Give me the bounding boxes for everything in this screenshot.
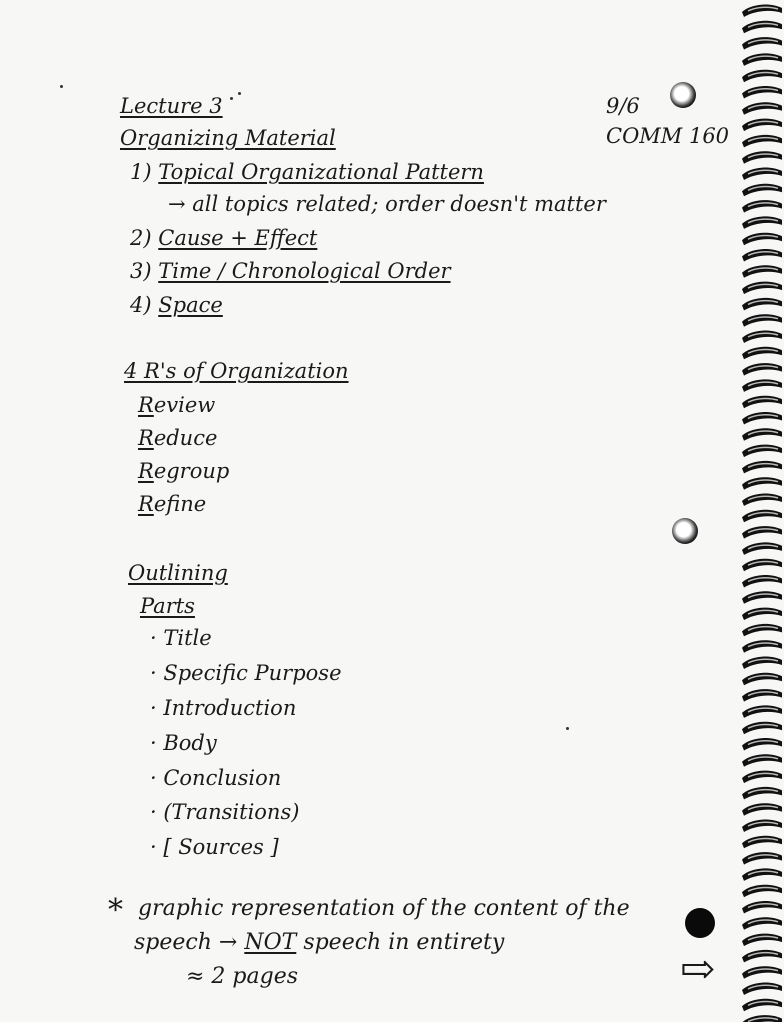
- pencil-dot: [238, 92, 241, 95]
- pencil-dot: [230, 97, 233, 100]
- four-rs-rest: egroup: [153, 459, 230, 483]
- outlining-heading: Outlining: [128, 561, 228, 585]
- outline-part: · (Transitions): [150, 800, 300, 824]
- course-code: COMM 160: [606, 124, 730, 148]
- pattern-number: 4): [130, 293, 152, 317]
- four-rs-item: [138, 494, 206, 515]
- footer-speech: speech →: [134, 930, 238, 955]
- footer-not: NOT: [244, 930, 297, 955]
- footer-line-2: [134, 932, 504, 954]
- pencil-dot: [566, 727, 569, 730]
- four-rs-rest: educe: [153, 426, 218, 450]
- next-page-arrow-icon: ⇨: [680, 944, 716, 993]
- pattern-item: [130, 261, 451, 282]
- pencil-dot: [60, 85, 63, 88]
- punch-hole-middle: [672, 518, 698, 544]
- pattern-label: Topical Organizational Pattern: [158, 160, 484, 184]
- pattern-number: 2): [130, 226, 152, 250]
- punch-hole-top: [670, 82, 696, 108]
- four-rs-rest: eview: [153, 393, 216, 417]
- lecture-date: 9/6: [606, 94, 640, 118]
- topic-heading: Organizing Material: [120, 126, 336, 150]
- outline-part: · Specific Purpose: [150, 661, 342, 685]
- outline-part: · Introduction: [150, 696, 297, 720]
- punch-hole-bottom: [685, 908, 715, 938]
- footer-line-1: graphic representation of the content of the: [138, 896, 630, 921]
- topical-note: → all topics related; order doesn't matter: [168, 192, 606, 216]
- outline-part: · Body: [150, 731, 217, 755]
- pattern-item: [130, 228, 317, 249]
- lecture-title: Lecture 3: [120, 94, 223, 118]
- outline-part: · Title: [150, 626, 212, 650]
- pattern-number: 1): [130, 160, 152, 184]
- pattern-label: Cause + Effect: [158, 226, 318, 250]
- outline-part: · [ Sources ]: [150, 835, 279, 859]
- four-rs-initial: R: [138, 492, 154, 516]
- four-rs-item: [138, 461, 229, 482]
- four-rs-initial: R: [138, 426, 154, 450]
- spiral-binding: [740, 0, 784, 1022]
- four-rs-initial: R: [138, 393, 154, 417]
- four-rs-item: [138, 395, 215, 416]
- pattern-item: [130, 295, 223, 316]
- footer-star: *: [108, 893, 123, 928]
- parts-heading: Parts: [140, 594, 195, 618]
- pattern-label: Space: [158, 293, 223, 317]
- pattern-number: 3): [130, 259, 152, 283]
- four-rs-heading: 4 R's of Organization: [124, 359, 349, 383]
- footer-entirety: speech in entirety: [303, 930, 505, 955]
- four-rs-rest: efine: [153, 492, 207, 516]
- outline-part: · Conclusion: [150, 766, 282, 790]
- four-rs-initial: R: [138, 459, 154, 483]
- footer-line-3: ≈ 2 pages: [186, 964, 299, 989]
- four-rs-item: [138, 428, 217, 449]
- pattern-label: Time / Chronological Order: [158, 259, 451, 283]
- pattern-item: [130, 162, 484, 183]
